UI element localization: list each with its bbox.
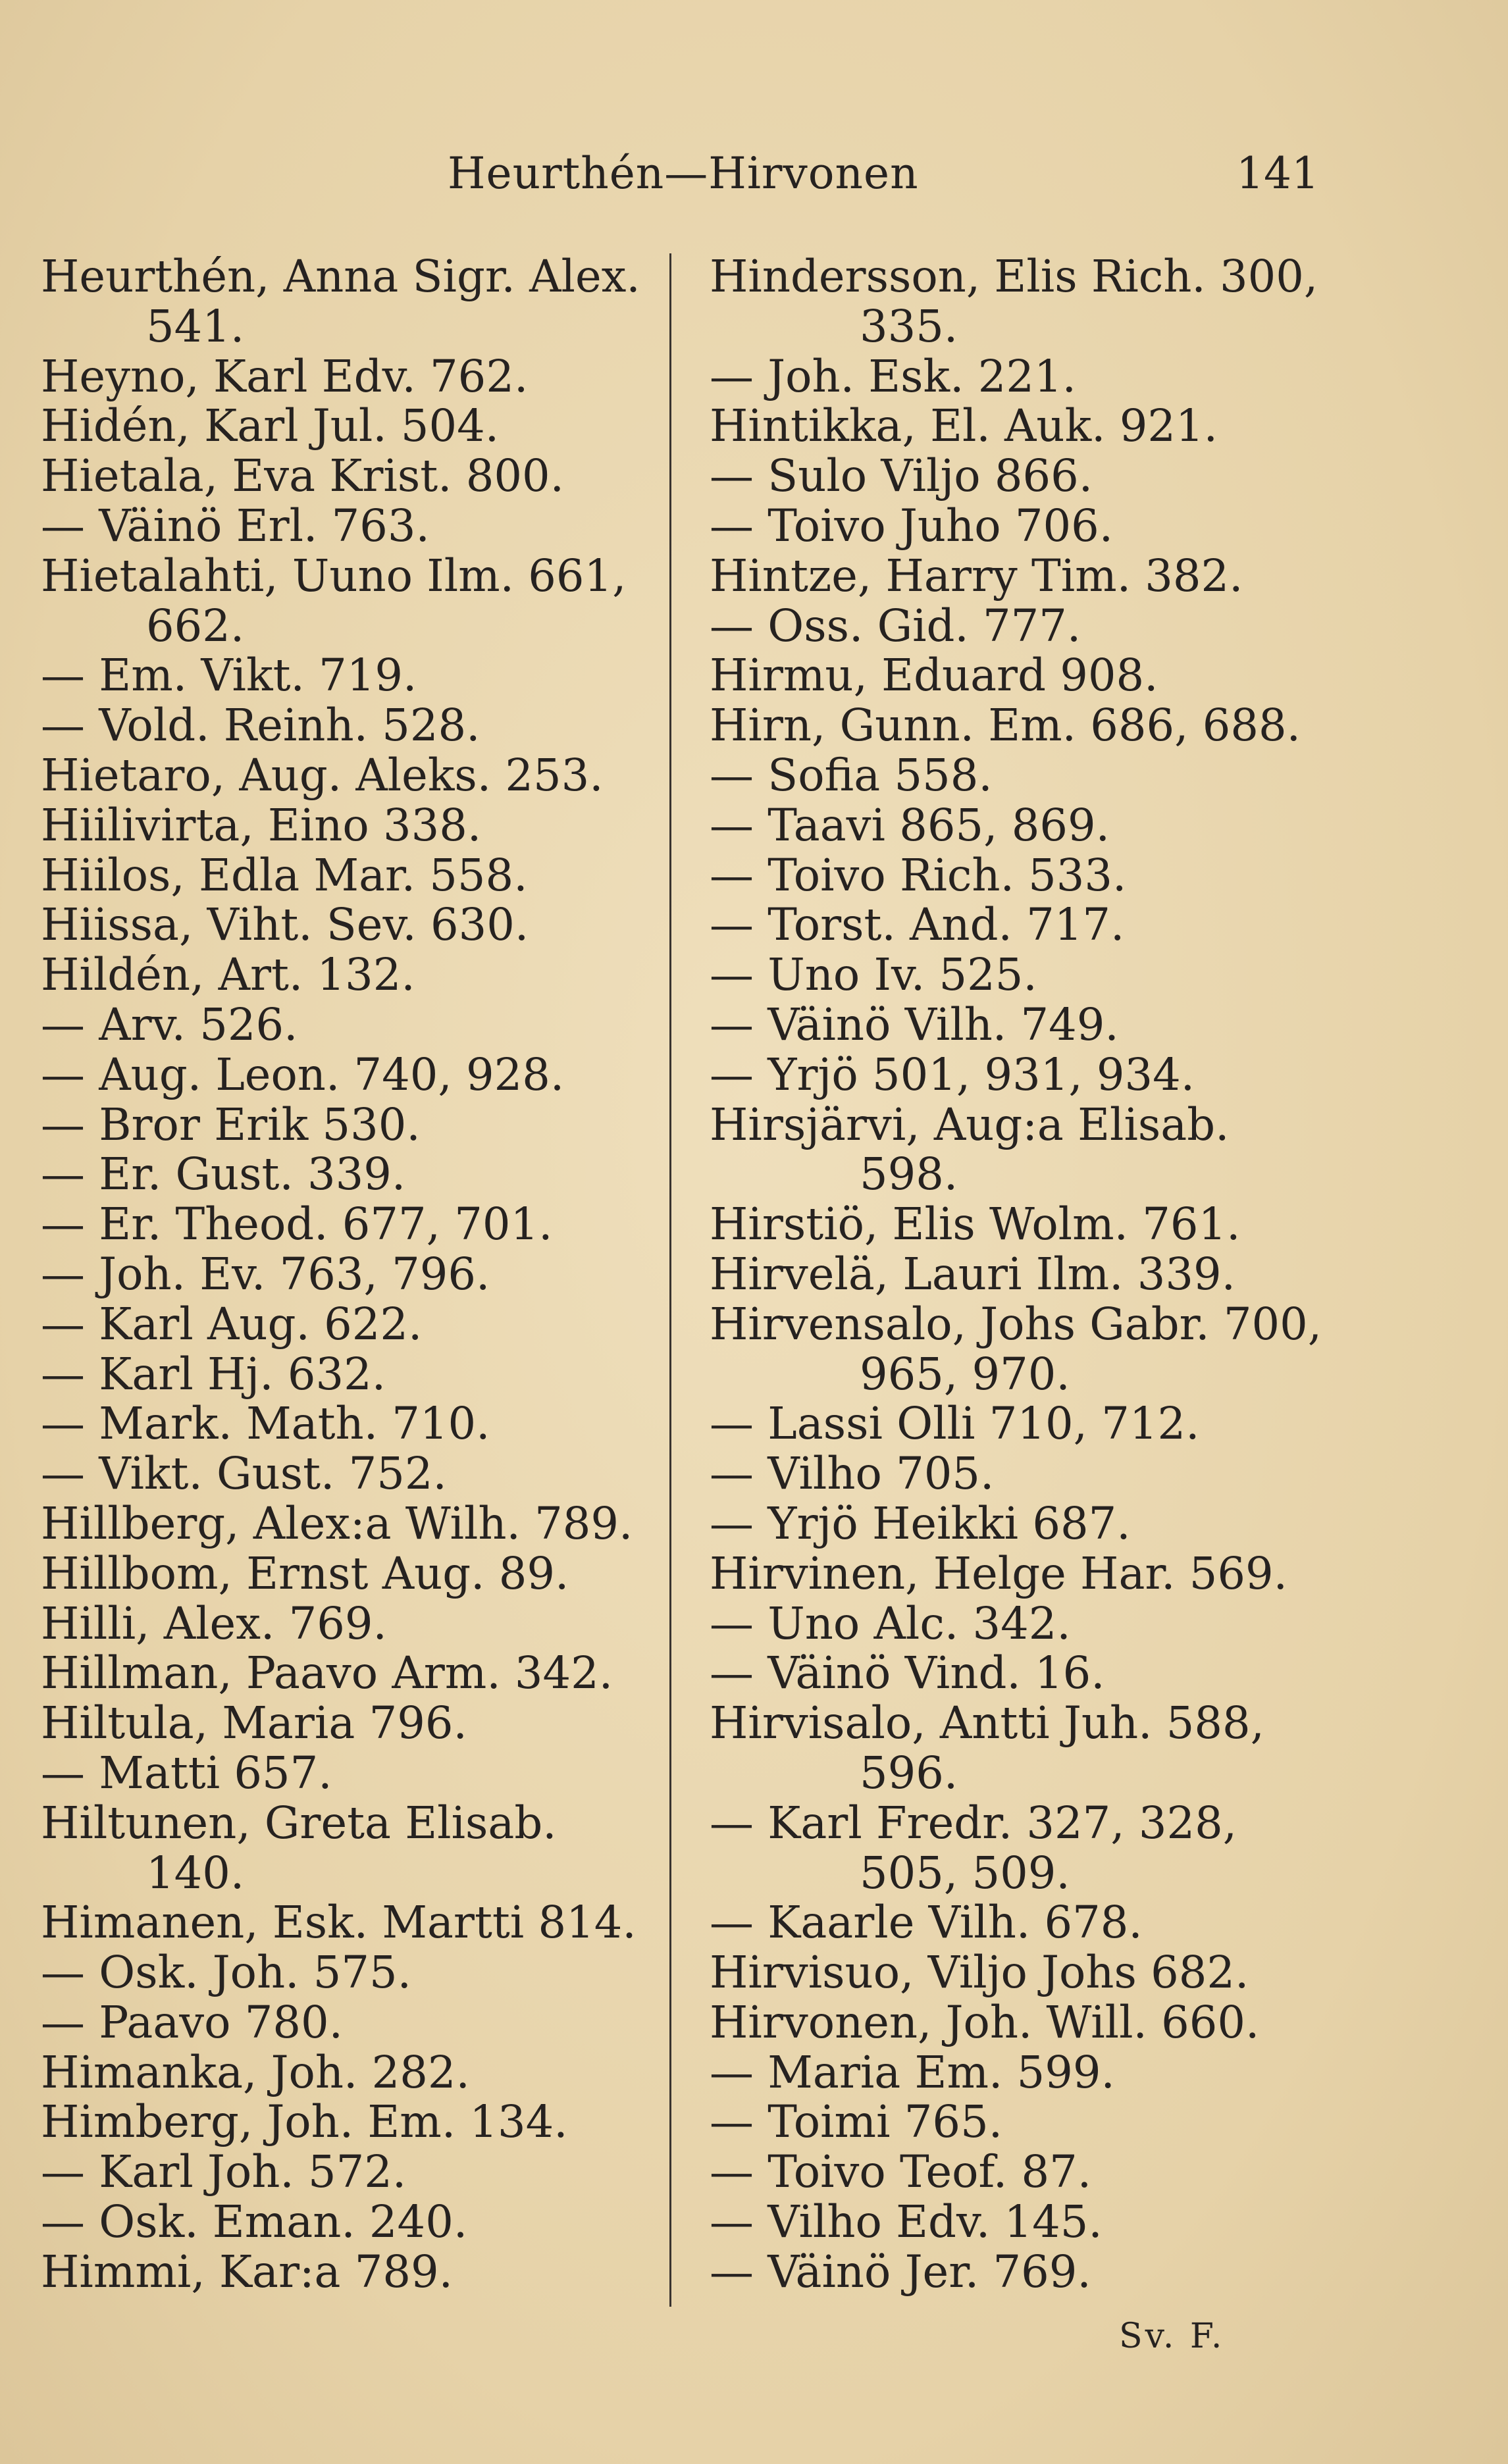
index-entry: — Bror Erik 530. [41, 1098, 421, 1150]
index-entry: Hillman, Paavo Arm. 342. [41, 1647, 613, 1699]
index-entry-continuation: 662. [146, 600, 245, 652]
index-entry: — Mark. Math. 710. [41, 1398, 490, 1450]
index-entry: Hidén, Karl Jul. 504. [41, 400, 500, 452]
index-entry: — Osk. Eman. 240. [41, 2196, 468, 2248]
index-entry-continuation: 140. [146, 1847, 245, 1899]
index-entry: Hildén, Art. 132. [41, 949, 415, 1001]
index-entry: Hirvinen, Helge Har. 569. [710, 1547, 1287, 1599]
index-entry: Hillbom, Ernst Aug. 89. [41, 1547, 569, 1599]
index-entry: — Osk. Joh. 575. [41, 1947, 411, 1999]
index-entry: Hiltunen, Greta Elisab. [41, 1797, 557, 1849]
index-entry: — Er. Theod. 677, 701. [41, 1198, 553, 1250]
index-entry: Hirmu, Eduard 908. [710, 650, 1158, 702]
index-entry: — Karl Aug. 622. [41, 1298, 423, 1350]
index-entry-continuation: 596. [860, 1747, 958, 1799]
index-entry: — Toimi 765. [710, 2096, 1002, 2148]
index-entry: — Väinö Vind. 16. [710, 1647, 1105, 1699]
index-entry: Hietaro, Aug. Aleks. 253. [41, 749, 604, 801]
index-entry: Hillberg, Alex:a Wilh. 789. [41, 1497, 633, 1549]
index-entry: — Kaarle Vilh. 678. [710, 1897, 1143, 1949]
index-entry: — Torst. And. 717. [710, 899, 1125, 951]
index-entry: Hiilos, Edla Mar. 558. [41, 849, 528, 901]
index-entry: — Sofia 558. [710, 749, 993, 801]
index-entry: Hirsjärvi, Aug:a Elisab. [710, 1098, 1230, 1150]
index-entry: — Vilho 705. [710, 1448, 995, 1500]
running-head: Heurthén—Hirvonen [448, 148, 919, 199]
index-entry: Heyno, Karl Edv. 762. [41, 350, 529, 402]
index-entry: Himmi, Kar:a 789. [41, 2246, 453, 2297]
index-entry: Hindersson, Elis Rich. 300, [710, 251, 1318, 302]
index-entry: Hietala, Eva Krist. 800. [41, 450, 564, 502]
index-entry: — Toivo Rich. 533. [710, 849, 1127, 901]
index-entry: — Maria Em. 599. [710, 2046, 1115, 2098]
index-entry: — Toivo Teof. 87. [710, 2146, 1092, 2198]
index-entry: Hirstiö, Elis Wolm. 761. [710, 1198, 1241, 1250]
index-entry: — Väinö Vilh. 749. [710, 998, 1119, 1050]
index-entry: Hirvisuo, Viljo Johs 682. [710, 1947, 1249, 1999]
index-entry: — Karl Fredr. 327, 328, [710, 1797, 1237, 1849]
index-entry: — Väinö Jer. 769. [710, 2246, 1091, 2297]
index-entry: Hiissa, Viht. Sev. 630. [41, 899, 529, 951]
index-entry: — Vikt. Gust. 752. [41, 1448, 447, 1500]
index-entry: — Joh. Esk. 221. [710, 350, 1076, 402]
column-divider [669, 253, 671, 2307]
index-entry: Hietalahti, Uuno Ilm. 661, [41, 550, 627, 602]
page-number: 141 [1236, 148, 1319, 199]
index-entry: — Em. Vikt. 719. [41, 650, 417, 702]
index-entry: Hilli, Alex. 769. [41, 1597, 387, 1649]
index-entry-continuation: 505, 509. [860, 1847, 1070, 1899]
index-entry: — Aug. Leon. 740, 928. [41, 1048, 565, 1100]
index-entry: Hirvelä, Lauri Ilm. 339. [710, 1248, 1235, 1300]
index-entry-continuation: 335. [860, 300, 958, 352]
index-entry: Hirvonen, Joh. Will. 660. [710, 1996, 1260, 2048]
index-entry: — Sulo Viljo 866. [710, 450, 1093, 502]
index-entry: Hiilivirta, Eino 338. [41, 799, 482, 851]
printer-signature: Sv. F. [1119, 2317, 1225, 2356]
index-entry: — Taavi 865, 869. [710, 799, 1110, 851]
index-entry: — Uno Alc. 342. [710, 1597, 1071, 1649]
index-entry: — Karl Joh. 572. [41, 2146, 407, 2198]
index-entry-continuation: 598. [860, 1148, 958, 1200]
index-entry: — Er. Gust. 339. [41, 1148, 406, 1200]
index-entry: — Väinö Erl. 763. [41, 500, 430, 552]
index-entry: Himanka, Joh. 282. [41, 2046, 470, 2098]
index-entry: Himanen, Esk. Martti 814. [41, 1897, 637, 1949]
index-entry: — Uno Iv. 525. [710, 949, 1037, 1001]
index-entry: Heurthén, Anna Sigr. Alex. [41, 251, 640, 302]
index-entry: — Oss. Gid. 777. [710, 600, 1081, 652]
index-entry: — Yrjö Heikki 687. [710, 1497, 1131, 1549]
index-entry: Hirn, Gunn. Em. 686, 688. [710, 700, 1301, 752]
left-column [41, 252, 653, 2297]
index-entry: — Matti 657. [41, 1747, 332, 1799]
index-entry: Himberg, Joh. Em. 134. [41, 2096, 568, 2148]
index-entry: — Arv. 526. [41, 998, 298, 1050]
index-entry: — Karl Hj. 632. [41, 1348, 386, 1400]
index-entry: Hirvisalo, Antti Juh. 588, [710, 1697, 1264, 1749]
index-entry: — Lassi Olli 710, 712. [710, 1398, 1200, 1450]
index-entry: — Joh. Ev. 763, 796. [41, 1248, 490, 1300]
index-entry: — Toivo Juho 706. [710, 500, 1114, 552]
right-column [710, 252, 1368, 2297]
index-entry: Hiltula, Maria 796. [41, 1697, 467, 1749]
index-entry-continuation: 541. [146, 300, 245, 352]
index-entry: — Vold. Reinh. 528. [41, 700, 481, 752]
index-entry: Hintze, Harry Tim. 382. [710, 550, 1243, 602]
index-entry: Hirvensalo, Johs Gabr. 700, [710, 1298, 1322, 1350]
index-entry: Hintikka, El. Auk. 921. [710, 400, 1218, 452]
index-entry-continuation: 965, 970. [860, 1348, 1070, 1400]
index-entry: — Paavo 780. [41, 1996, 343, 2048]
index-entry: — Vilho Edv. 145. [710, 2196, 1103, 2248]
index-entry: — Yrjö 501, 931, 934. [710, 1048, 1195, 1100]
page-header [0, 148, 1508, 207]
